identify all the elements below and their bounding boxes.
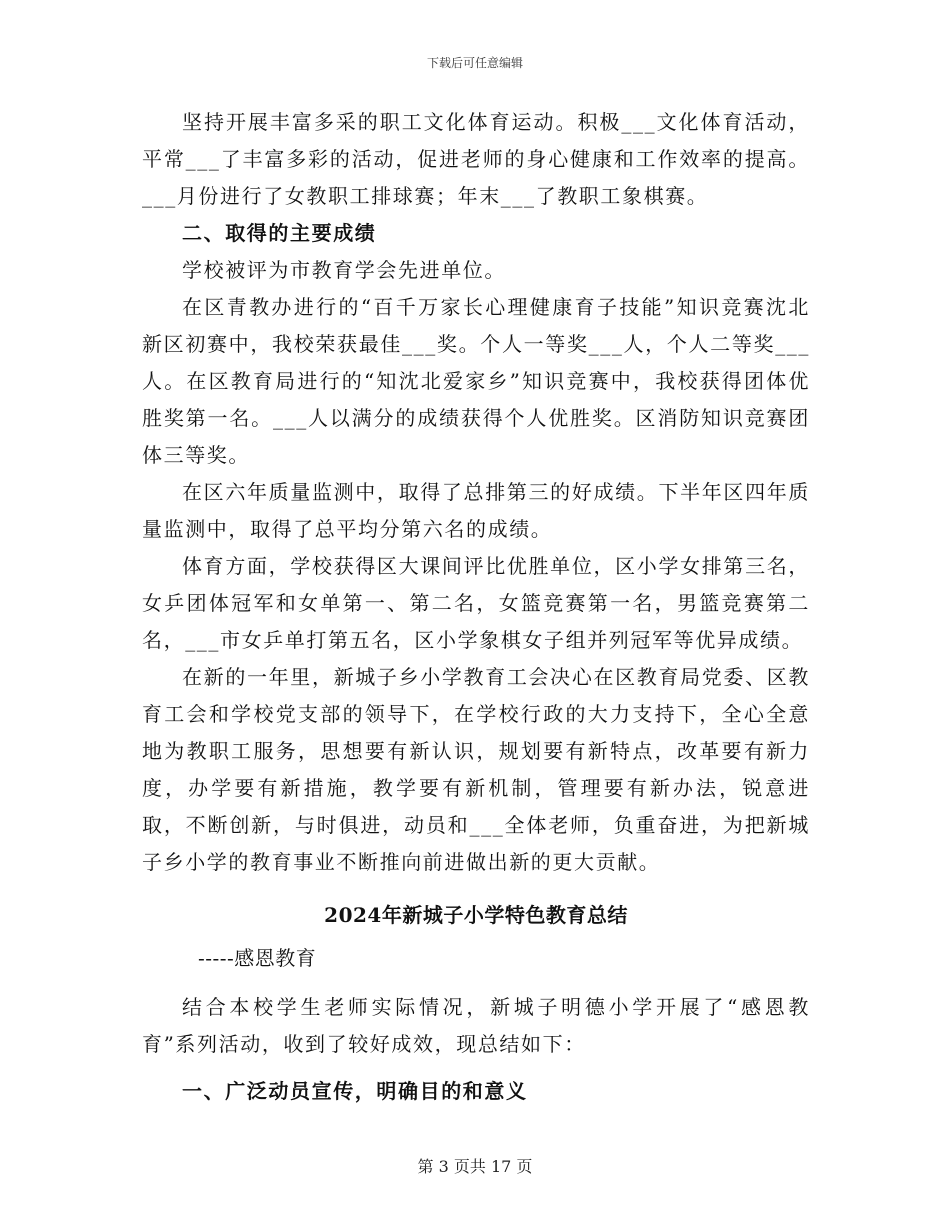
paragraph-new-year-plan: 在新的一年里，新城子乡小学教育工会决心在区教育局党委、区教育工会和学校党支部的领导下，在学校行政的大力支持下，全心全意地为教职工服务，思想要有新认识，规划要有新特点，改革要有新力度，办学要有新措施，教学要有新机制，管理要有新办法，锐意进取，不断创新，与时俱进，动员和___全体老师，负重奋进，为把新城子乡小学的教育事业不断推向前进做出新的更大贡献。 (142, 665, 810, 874)
paragraph-gratitude-intro: 结合本校学生老师实际情况，新城子明德小学开展了“感恩教育”系列活动，收到了较好成效，现总结如下： (142, 995, 810, 1056)
paragraph-knowledge-contest: 在区青教办进行的“百千万家长心理健康育子技能”知识竞赛沈北新区初赛中，我校荣获最佳___奖。个人一等奖___人，个人二等奖___人。在区教育局进行的“知沈北爱家乡”知识竞赛中，我校获得团体优胜奖第一名。___人以满分的成绩获得个人优胜奖。区消防知识竞赛团体三等奖。 (142, 295, 810, 467)
paragraph-quality-monitoring: 在区六年质量监测中，取得了总排第三的好成绩。下半年区四年质量监测中，取得了总平均分第六名的成绩。 (142, 480, 810, 541)
document-body (142, 104, 810, 1110)
page-footer-number: 第 3 页共 17 页 (417, 1157, 533, 1176)
spacer (142, 1063, 810, 1073)
section-title: 2024年新城子小学特色教育总结 (324, 903, 628, 927)
heading-main-achievements: 二、取得的主要成绩 (182, 221, 377, 245)
heading-mobilize-publicize: 一、广泛动员宣传，明确目的和意义 (182, 1079, 528, 1103)
paragraph-advanced-unit: 学校被评为市教育学会先进单位。 (182, 258, 506, 282)
paragraph-sports-achievements: 体育方面，学校获得区大课间评比优胜单位，区小学女排第三名，女乒团体冠军和女单第一、第二名，女篮竞赛第一名，男篮竞赛第二名，___市女乒单打第五名，区小学象棋女子组并列冠军等优异成绩。 (142, 554, 810, 652)
page-header-note: 下载后可任意编辑 (426, 56, 523, 70)
paragraph-culture-sports: 坚持开展丰富多采的职工文化体育运动。积极___文化体育活动，平常___了丰富多彩的活动，促进老师的身心健康和工作效率的提高。___月份进行了女教职工排球赛；年末___了教职工象棋赛。 (142, 110, 810, 208)
section-subtitle: -----感恩教育 (198, 946, 317, 970)
